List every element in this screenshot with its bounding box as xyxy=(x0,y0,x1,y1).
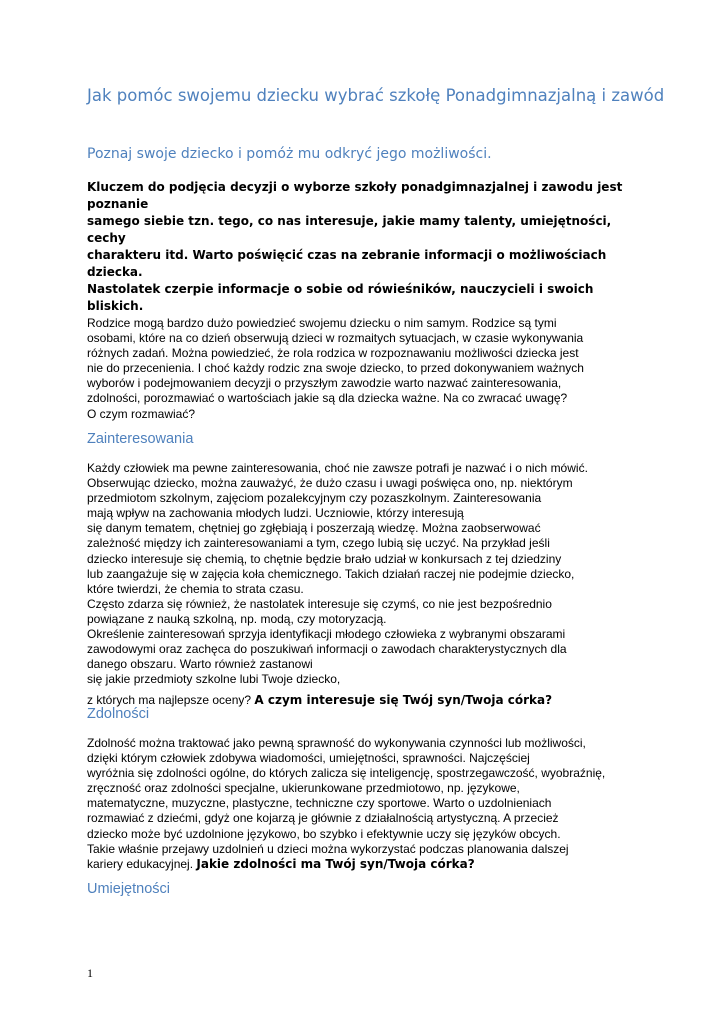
document-subtitle: Poznaj swoje dziecko i pomóż mu odkryć jego możliwości. xyxy=(87,146,492,162)
text-line: wyróżnia się zdolności ogólne, do których zalicza się inteligencję, spostrzegawczość, wyobraźnię, xyxy=(87,766,606,781)
text-line: matematyczne, muzyczne, plastyczne, techniczne czy sportowe. Warto o uzdolnieniach xyxy=(87,796,552,811)
section-heading-zainteresowania: Zainteresowania xyxy=(87,431,194,447)
text-line: dzięki którym człowiek zdobywa wiadomości, umiejętności, sprawności. Najczęściej xyxy=(87,751,530,766)
text-line: się jakie przedmioty szkolne lubi Twoje dziecko, xyxy=(87,672,341,687)
bold-text-line: charakteru itd. Warto poświęcić czas na zebranie informacji o możliwościach xyxy=(87,248,607,262)
text-line: zręczność oraz zdolności specjalne, ukierunkowane przedmiotowo, np. językowe, xyxy=(87,781,520,796)
text-line xyxy=(87,857,627,872)
bold-text-line: bliskich. xyxy=(87,299,144,313)
text-line: Często zdarza się również, że nastolatek interesuje się czymś, co nie jest bezpośrednio xyxy=(87,596,552,611)
text-line: O czym rozmawiać? xyxy=(87,406,196,421)
text-line: zdolności, porozmawiać o wartościach jakie są dla dziecka ważne. Na co zwracać uwagę? xyxy=(87,391,568,406)
text-line: Określenie zainteresowań sprzyja identyfikacji młodego człowieka z wybranymi obszarami xyxy=(87,627,566,642)
bold-text-line: cechy xyxy=(87,231,126,245)
text-line: powiązane z nauką szkolną, np. modą, czy motoryzacją. xyxy=(87,611,387,626)
text-line-lead: z których ma najlepsze oceny? xyxy=(87,693,255,708)
bold-text-line: Kluczem do podjęcia decyzji o wyborze szkoły ponadgimnazjalnej i zawodu jest xyxy=(87,180,623,194)
text-line: różnych zadań. Można powiedzieć, że rola rodzica w rozpoznawaniu możliwości dziecka jest xyxy=(87,346,579,361)
question-text: A czym interesuje się Twój syn/Twoja córka? xyxy=(254,693,553,708)
text-line: Zdolność można traktować jako pewną sprawność do wykonywania czynności lub możliwości, xyxy=(87,736,586,750)
intro-paragraph xyxy=(87,316,627,422)
text-line xyxy=(87,693,627,708)
bold-text-line: dziecka. xyxy=(87,265,143,279)
text-line: zależność między ich zainteresowaniami a tym, czego lubią się uczyć. Na przykład jeśli xyxy=(87,536,550,551)
text-line: Takie właśnie przejawy uzdolnień u dzieci można wykorzystać podczas planowania dalszej xyxy=(87,841,569,856)
text-line: osobami, które na co dzień obserwują dzieci w rozmaitych sytuacjach, w czasie wykonywania xyxy=(87,331,584,346)
intro-bold-paragraph xyxy=(87,179,627,315)
text-line: rozmawiać z dziećmi, gdyż one kojarzą je głównie z działalnością artystyczną. A przecież xyxy=(87,811,559,826)
page-number: 1 xyxy=(87,966,93,980)
text-line: Rodzice mogą bardzo dużo powiedzieć swojemu dziecku o nim samym. Rodzice są tymi xyxy=(87,316,557,330)
text-line: wyborów i podejmowaniem decyzji o przyszłym zawodzie warto nazwać zainteresowania, xyxy=(87,376,562,391)
text-line: Obserwując dziecko, można zauważyć, że dużo czasu i uwagi poświęca ono, np. niektórym xyxy=(87,476,573,491)
text-line: się danym tematem, chętniej go zgłębiają i poszerzają wiedzę. Można zaobserwować xyxy=(87,521,541,536)
section-heading-umiejetnosci: Umiejętności xyxy=(87,881,170,897)
text-line: nie do przecenienia. I choć każdy rodzic zna swoje dziecko, to przed dokonywaniem ważnych xyxy=(87,361,584,376)
text-line: przedmiotom szkolnym, zajęciom pozalekcyjnym czy pozaszkolnym. Zainteresowania xyxy=(87,491,542,506)
text-line-lead: kariery edukacyjnej. xyxy=(87,856,197,871)
text-line: zawodowymi oraz zachęca do poszukiwań informacji o zawodach charakterystycznych dla xyxy=(87,642,567,657)
zdolnosci-paragraph xyxy=(87,736,627,872)
text-line: dziecko interesuje się chemią, to chętnie będzie brało udział w konkursach z tej dziedziny xyxy=(87,551,562,566)
document-title: Jak pomóc swojemu dziecku wybrać szkołę Ponadgimnazjalną i zawód xyxy=(87,86,665,105)
text-line: które twierdzi, że chemia to strata czasu. xyxy=(87,581,304,596)
bold-text-line: poznanie xyxy=(87,197,149,211)
section-heading-zdolnosci: Zdolności xyxy=(87,706,150,722)
bold-text-line: Nastolatek czerpie informacje o sobie od rówieśników, nauczycieli i swoich xyxy=(87,282,594,296)
text-line: Każdy człowiek ma pewne zainteresowania, choć nie zawsze potrafi je nazwać i o nich mówić. xyxy=(87,461,588,475)
text-line: mają wpływ na zachowania młodych ludzi. Uczniowie, którzy interesują xyxy=(87,506,464,521)
text-line: dziecko może być uzdolnione językowo, bo szybko i efektywnie uczy się języków obcych. xyxy=(87,826,561,841)
bold-text-line: samego siebie tzn. tego, co nas interesuje, jakie mamy talenty, umiejętności, xyxy=(87,214,612,228)
question-text: Jakie zdolności ma Twój syn/Twoja córka? xyxy=(196,856,475,871)
text-line: lub zaangażuje się w zajęcia koła chemicznego. Takich działań raczej nie podejmie dziecko, xyxy=(87,566,575,581)
zainteresowania-paragraph xyxy=(87,461,627,709)
text-line: danego obszaru. Warto również zastanowi xyxy=(87,657,313,672)
